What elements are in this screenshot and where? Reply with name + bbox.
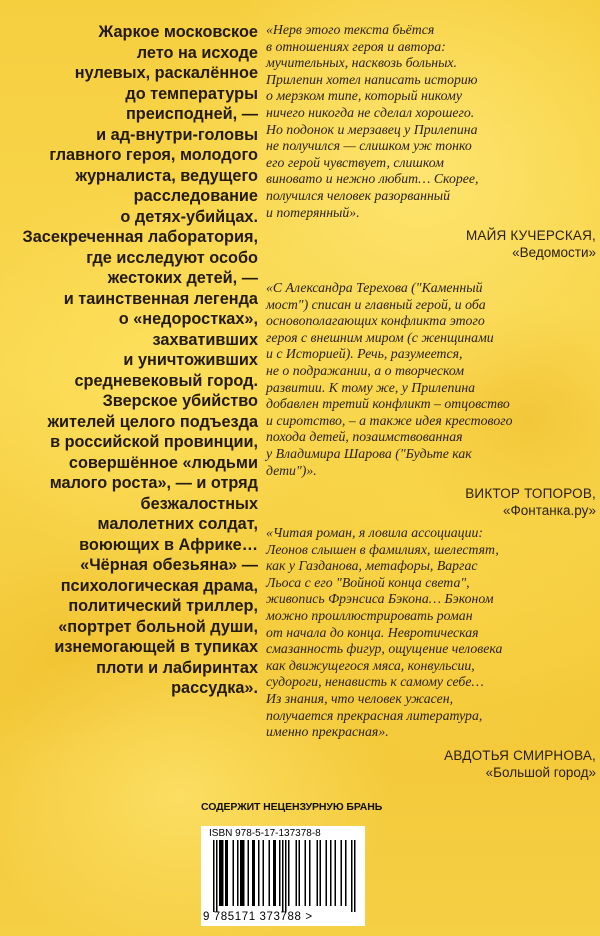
blurb-line: нулевых, раскалённое [74, 64, 258, 82]
barcode-bar [248, 840, 250, 906]
blurb-line: малого роста», — и отряд [49, 474, 258, 492]
quote-line: Прилепин хотел написать историю [266, 71, 478, 87]
blurb-line: в российской провинции, [50, 433, 258, 451]
quote-author: ВИКТОР ТОПОРОВ, [465, 486, 596, 502]
barcode-bar [296, 840, 298, 906]
barcode-bar [320, 840, 322, 906]
quote-line: как движущегося мяса, конвульсии, [266, 657, 475, 673]
blurb-line: жителей целого подъезда [47, 412, 258, 431]
barcode-bar [216, 840, 218, 912]
blurb-line: плоти и лабиринтах [96, 658, 258, 677]
blurb-line: о детях-убийцах. [120, 207, 258, 226]
quote-line: «С Александра Терехова ("Каменный [266, 280, 483, 295]
blurb-line: Зверское убийство [102, 392, 258, 410]
barcode-bar [273, 840, 275, 906]
barcode-bar [263, 840, 265, 906]
quote-line: похода детей, позаимствованная [266, 429, 463, 445]
blurb-line: политический триллер, [68, 597, 258, 615]
barcode-bar [317, 840, 319, 906]
quote-line: судороги, ненависть к самому себе… [266, 674, 484, 690]
barcode-bar [213, 840, 215, 912]
barcode-bar [345, 840, 347, 906]
barcode-panel [201, 826, 365, 926]
quote-line: «Читая роман, я ловила ассоциации: [266, 525, 483, 540]
barcode-image [201, 840, 365, 912]
quote-line: и потерянный». [266, 204, 360, 220]
quote-line: героя с внешним миром (с женщинами [266, 329, 494, 345]
blurb-line: и таинственная легенда [63, 289, 258, 308]
blurb-line: Засекреченная лаборатория, [22, 228, 258, 246]
barcode-bar [351, 840, 353, 912]
blurb-line: преисподней, — [125, 105, 258, 123]
quote-line: в отношениях героя и автора: [266, 38, 446, 54]
barcode-bar [299, 840, 301, 906]
blurb-line: психологическая драма, [60, 576, 258, 595]
quote-line: именно прекрасная». [266, 724, 389, 740]
blurb-line: главного героя, молодого [49, 146, 258, 164]
blurb-line: захвативших [152, 330, 258, 349]
blurb-line: малолетних солдат, [97, 515, 258, 533]
quote-author: АВДОТЬЯ СМИРНОВА, [444, 747, 596, 763]
quote-line: от начала до конца. Невротическая [266, 624, 479, 640]
quote-line: получился человек разорванный [266, 187, 451, 203]
barcode-bar [252, 840, 254, 906]
barcode-bar [240, 840, 242, 906]
barcode-bar [233, 840, 235, 906]
quote-line: его герой чувствует, слишком [266, 154, 444, 170]
quote-line: добавлен третий конфликт – отцовство [266, 396, 510, 412]
blurb-line: совершённое «людьми [68, 453, 258, 472]
quote-line: не получился — слишком уж тонко [266, 138, 472, 154]
quote-line: Леонов слышен в фамилиях, шелестят, [266, 541, 499, 557]
quote-line: живопись Фрэнсиса Бэкона… Бэконом [266, 591, 494, 607]
blurb-line: где исследуют особо [86, 248, 258, 267]
quote-line: и сиротство, – а также идея крестового [266, 412, 513, 428]
quote-line: Но подонок и мерзавец у Прилепина [266, 121, 478, 137]
quote-line: получается прекрасная литература, [266, 707, 483, 723]
barcode-bar [330, 840, 332, 906]
blurb-text [3, 22, 258, 699]
quote-line: мост") списан и главный герой, и оба [266, 296, 486, 312]
profanity-warning-label: СОДЕРЖИТ НЕЦЕНЗУРНУЮ БРАНЬ [201, 801, 383, 813]
barcode-bar [258, 840, 260, 906]
barcode-bar [326, 840, 328, 906]
barcode-bar [275, 840, 277, 906]
barcode-bar [219, 840, 221, 906]
blurb-line: рассудка». [171, 679, 258, 697]
barcode-bar [309, 840, 311, 906]
quote-source: «Фонтанка.ру» [503, 503, 596, 519]
barcode-bar [282, 840, 284, 912]
blurb-line: и уничтоживших [123, 351, 258, 369]
quote-line: основополагающих конфликта этого [266, 313, 485, 329]
barcode-bar [279, 840, 281, 906]
quote-line: виновато и нежно любит… Скорее, [266, 171, 479, 187]
quote-line: как у Газданова, метафоры, Варгас [266, 558, 478, 574]
review-quote-toporov [266, 280, 596, 519]
quote-source: «Ведомости» [512, 245, 596, 261]
isbn-number: ISBN 978-5-17-137378-8 [209, 828, 321, 839]
blurb-line: лето на исходе [136, 43, 258, 62]
barcode-bar [221, 840, 223, 906]
quote-line: Льоса с его "Войной конца света", [266, 574, 470, 590]
barcode-bar [237, 840, 239, 906]
quote-line: о мерзком типе, который никому [266, 88, 462, 104]
quote-line: дети")». [266, 462, 317, 478]
barcode-bar [269, 840, 271, 906]
quote-author: МАЙЯ КУЧЕРСКАЯ, [465, 228, 596, 244]
barcode-bar [335, 840, 337, 906]
barcode-bar [285, 840, 287, 912]
blurb-line: до температуры [125, 84, 258, 103]
barcode-bar [305, 840, 307, 906]
blurb-line: безжалостных [140, 494, 258, 513]
barcode-bar [243, 840, 245, 906]
blurb-line: «портрет больной души, [58, 617, 258, 636]
barcode-bar [242, 840, 244, 906]
blurb-line: расследование [133, 187, 258, 205]
blurb-line: Жаркое московское [98, 23, 258, 41]
quote-line: Из знания, что человек ужасен, [266, 690, 454, 706]
blurb-line: воюющих в Африке… [79, 535, 258, 554]
barcode-bar [354, 840, 356, 912]
review-quote-kucherskaya [266, 22, 596, 261]
blurb-line: изнемогающей в тупиках [54, 638, 258, 656]
quote-line: смазанность фигур, ощущение человека [266, 641, 503, 657]
blurb-line: средневековый город. [74, 371, 258, 390]
quote-line: и с Историей). Речь, разумеется, [266, 346, 463, 362]
barcode-bar [254, 840, 256, 906]
quote-line: у Владимира Шарова ("Будьте как [266, 445, 472, 461]
blurb-line: и ад-внутри-головы [96, 125, 258, 144]
barcode-bar [288, 840, 290, 906]
barcode-bar [222, 840, 224, 906]
quote-line: развитии. К тому же, у Прилепина [266, 379, 476, 395]
barcode-bar [227, 840, 229, 906]
quote-line: мучительных, насквозь больных. [266, 55, 457, 71]
barcode-bar [225, 840, 227, 906]
quote-line: ничего никогда не сделал хорошего. [266, 104, 475, 120]
review-quote-smirnova [266, 525, 596, 781]
blurb-line: жестоких детей, — [107, 269, 258, 287]
quote-line: не о подражании, а о творческом [266, 362, 465, 378]
blurb-line: журналиста, ведущего [75, 166, 258, 185]
quote-line: можно проиллюстрировать роман [266, 607, 473, 623]
barcode-digits: 9 785171 373788 > [203, 911, 313, 923]
quote-line: «Нерв этого текста бьётся [266, 22, 435, 37]
quote-source: «Большой город» [485, 764, 596, 780]
blurb-line: «Чёрная обезьяна» — [80, 556, 258, 574]
blurb-line: о «недоростках», [118, 310, 258, 328]
barcode-bar [341, 840, 343, 906]
